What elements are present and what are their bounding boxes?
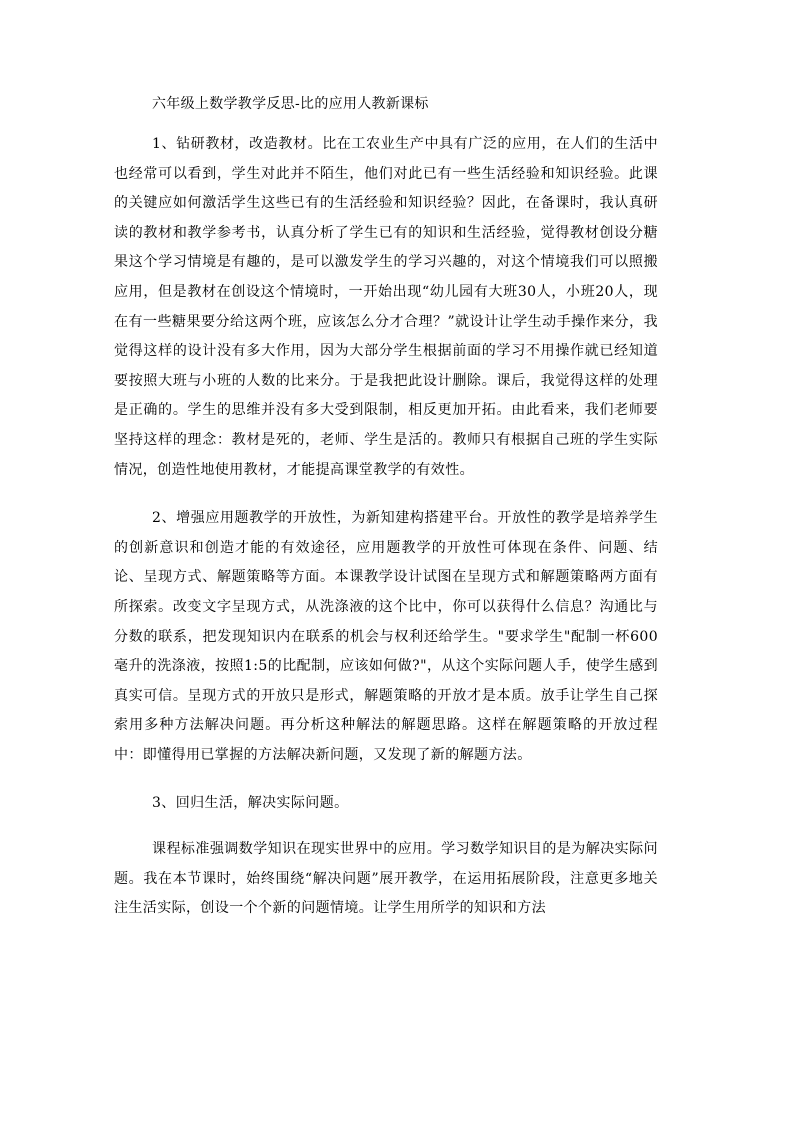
paragraph-1: 1、钻研教材，改造教材。比在工农业生产中具有广泛的应用，在人们的生活中也经常可以看到，学生对此并不陌生，他们对此已有一些生活经验和知识经验。此课的关键应如何激活学生这些已有的生活经验和知识经验？因此，在备课时，我认真研读的教材和教学参考书，认真分析了学生已有的知识和生活经验，觉得教材创设分糖果这个学习情境是有趣的，是可以激发学生的学习兴趣的，对这个情境我们可以照搬应用，但是教材在创设这个情境时，一开始出现“幼儿园有大班30人，小班20人，现在有一些糖果要分给这两个班，应该怎么分才合理？”就设计让学生动手操作来分，我觉得这样的设计没有多大作用，因为大部分学生根据前面的学习不用操作就已经知道要按照大班与小班的人数的比来分。于是我把此设计删除。课后，我觉得这样的处理是正确的。学生的思维并没有多大受到限制，相反更加开拓。由此看来，我们老师要坚持这样的理念：教材是死的，老师、学生是活的。教师只有根据自己班的学生实际情况，创造性地使用教材，才能提高课堂教学的有效性。: [114, 136, 658, 478]
paragraph-3: 3、回归生活，解决实际问题。: [152, 795, 349, 812]
paragraph-4: 课程标准强调数学知识在现实世界中的应用。学习数学知识目的是为解决实际问题。我在本节课时，始终围绕“解决问题”展开教学，在运用拓展阶段，注意更多地关注生活实际，创设一个个新的问题情境。让学生用所学的知识和方法: [114, 841, 658, 917]
document-title: 六年级上数学教学反思-比的应用人教新课标: [152, 96, 429, 112]
document-page: [114, 94, 658, 924]
paragraph-2: 2、增强应用题教学的开放性，为新知建构搭建平台。开放性的教学是培养学生的创新意识和创造才能的有效途径，应用题教学的开放性可体现在条件、问题、结论、呈现方式、解题策略等方面。本课教学设计试图在呈现方式和解题策略两方面有所探索。改变文字呈现方式，从洗涤液的这个比中，你可以获得什么信息？沟通比与分数的联系，把发现知识内在联系的机会与权利还给学生。"要求学生"配制一杯600毫升的洗涤液，按照1:5的比配制，应该如何做?"，从这个实际问题人手，使学生感到真实可信。呈现方式的开放只是形式，解题策略的开放才是本质。放手让学生自己探索用多种方法解决问题。再分析这种解法的解题思路。这样在解题策略的开放过程中：即懂得用已掌握的方法解决新问题，又发现了新的解题方法。: [114, 510, 658, 763]
